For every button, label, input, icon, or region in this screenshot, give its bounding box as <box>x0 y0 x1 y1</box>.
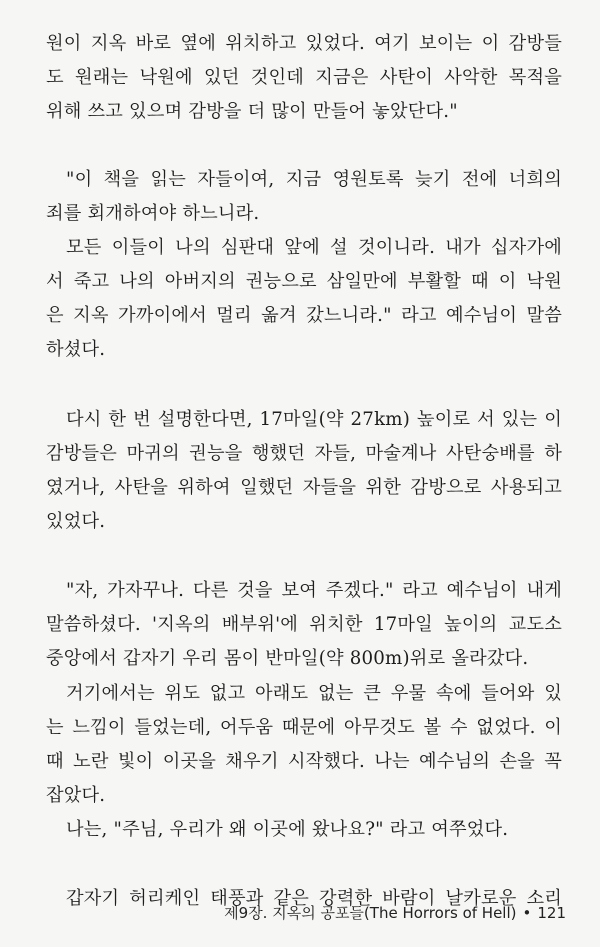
text-line: "자, 가자꾸나. 다른 것을 보여 주겠다." 라고 예수님이 내게 <box>66 580 562 601</box>
text-line: 도 원래는 낙원에 있던 것인데 지금은 사탄이 사악한 목적을 <box>46 67 562 88</box>
text-line: 말씀하셨다. '지옥의 배부위'에 위치한 17마일 높이의 교도소 <box>46 614 562 635</box>
text-line: 는 느낌이 들었는데, 어두움 때문에 아무것도 볼 수 없었다. 이 <box>46 717 562 738</box>
page-number: 121 <box>537 904 566 922</box>
text-line: 때 노란 빛이 이곳을 채우기 시작했다. 나는 예수님의 손을 꼭 <box>46 751 562 772</box>
text-line: 중앙에서 갑자기 우리 몸이 반마일(약 800m)위로 올라갔다. <box>46 648 529 669</box>
text-line: 갑자기 허리케인 태풍과 같은 강력한 바람이 날카로운 소리 <box>66 888 562 909</box>
text-line: 하셨다. <box>46 339 106 360</box>
text-line: 잡았다. <box>46 785 106 806</box>
text-line: 원이 지옥 바로 옆에 위치하고 있었다. 여기 보이는 이 감방들 <box>46 33 562 54</box>
text-line: 서 죽고 나의 아버지의 권능으로 삼일만에 부활할 때 이 낙원 <box>46 271 562 292</box>
text-line: 죄를 회개하여야 하느니라. <box>46 203 260 224</box>
text-line: 다시 한 번 설명한다면, 17마일(약 27km) 높이로 서 있는 이 <box>66 409 562 430</box>
text-line: 있었다. <box>46 511 106 532</box>
text-line: 거기에서는 위도 없고 아래도 없는 큰 우물 속에 들어와 있 <box>66 683 562 704</box>
text-line: "이 책을 읽는 자들이여, 지금 영원토록 늦기 전에 너희의 <box>66 169 562 190</box>
running-footer <box>224 902 566 923</box>
text-line: 위해 쓰고 있으며 감방을 더 많이 만들어 놓았단다." <box>46 101 458 122</box>
footer-separator: • <box>522 904 532 922</box>
text-line: 였거나, 사탄을 위하여 일했던 자들을 위한 감방으로 사용되고 <box>46 477 562 498</box>
text-line: 감방들은 마귀의 권능을 행했던 자들, 마술계나 사탄숭배를 하 <box>46 443 562 464</box>
chapter-title: 제9장. 지옥의 공포들(The Horrors of Hell) <box>224 904 517 922</box>
text-line: 나는, "주님, 우리가 왜 이곳에 왔나요?" 라고 여쭈었다. <box>66 819 509 840</box>
text-line: 은 지옥 가까이에서 멀리 옮겨 갔느니라." 라고 예수님이 말씀 <box>46 305 562 326</box>
text-line: 모든 이들이 나의 심판대 앞에 설 것이니라. 내가 십자가에 <box>66 237 562 258</box>
